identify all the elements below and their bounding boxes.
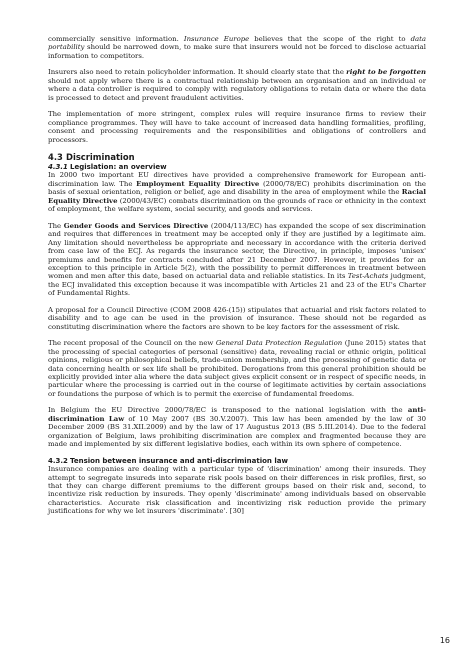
subsection-title: Tension between insurance and anti-discrimination law <box>70 456 288 465</box>
paragraph-belgium-law <box>48 406 426 448</box>
emphasis-right-to-be-forgotten: right to be forgotten <box>346 68 426 77</box>
paragraph-insurance-discrimination <box>48 465 426 516</box>
bold-gender-goods-services-directive: Gender Goods and Services Directive <box>63 221 209 230</box>
text-run: of 10 May 2007 (BS 30.V.2007). This law has been amended by the law of 30 December 2009 (BS 31.XII.2009) and by the law of 17 Augustus 2013 (BS 5.III.2014). Due to the federal organization of Belgium, laws prohibiting discrimination are complex and fragmented because they are made and implemented by six different legislative bodies, each within its own sphere of competence. <box>48 414 426 449</box>
document-page <box>48 35 426 524</box>
subsection-heading-tension <box>48 457 426 466</box>
paragraph-eu-directives <box>48 171 426 213</box>
text-run: (June 2015) states that the processing of special categories of personal (sensitive) data, revealing racial or ethnic origin, political opinions, religious or philosophical beliefs, trade-union membership, and the processing of genetic data or data concerning health or sex life shall be prohibited. Derogations from this general prohibition should be explicitly provided inter alia where the data subject gives explicit consent or in respect of specific needs, in particular where the processing is carried out in the course of legitimate activities by certain associations or foundations the purpose of which is to permit the exercise of fundamental freedoms. <box>48 339 426 398</box>
subsection-title: Legislation: an overview <box>70 162 167 171</box>
text-run: Insurance companies are dealing with a particular type of 'discrimination' among their insureds. They attempt to segregate insureds into separate risk pools based on their differences in risk profiles, first, so that they can charge different premiums to the different groups based on their risk and, second, to incentivize risk reduction by insureds. They openly 'discriminate' among individuals based on observable characteristics. Accurate risk classification and incentivizing risk reduction provide the primary justifications for why we let insurers 'discriminate'. [30] <box>48 465 426 516</box>
text-run: The <box>48 221 64 230</box>
text-run: In 2000 two important EU directives have provided a comprehensive framework for European anti-discrimination law. The <box>48 171 426 188</box>
emphasis-insurance-europe: Insurance Europe <box>183 35 250 43</box>
text-run: A proposal for a Council Directive (COM 2008 426-(15)) stipulates that actuarial and risk factors related to disability and to age can be used in the provision of insurance. These should not be regarded as constituting discrimination where the factors are shown to be key factors for the assessment of risk. <box>48 305 426 331</box>
paragraph-gender-directive <box>48 222 426 298</box>
section-heading-discrimination <box>48 152 426 162</box>
subsection-number: 4.3.1 <box>48 162 68 171</box>
bold-employment-equality-directive: Employment Equality Directive <box>136 179 260 188</box>
subsection-number: 4.3.2 <box>48 456 68 465</box>
text-run: should be narrowed down, to make sure that insurers would not be forced to disclose actuarial information to competitors. <box>48 43 426 60</box>
text-run: commercially sensitive information. <box>48 35 184 43</box>
emphasis-test-achats: Test-Achats <box>347 272 389 281</box>
paragraph-data-portability <box>48 35 426 60</box>
emphasis-gdpr: General Data Protection Regulation <box>215 339 343 348</box>
bold-anti-discrimination-law: anti-discrimination Law <box>48 406 426 423</box>
paragraph-implementation <box>48 110 426 144</box>
text-run: (2004/113/EC) has expanded the scope of sex discrimination and requires that differences in treatment may be accepted only if they are justified by a legitimate aim. Any limitation should nevertheless be appropriate and necessary in accordance with the criteria derived from case law of the ECJ. As regards the insurance sector, the Directive, in principle, imposes 'unisex' premiums and benefits for contracts concluded after 21 December 2007. However, it provides for an exception to this principle in Article 5(2), with the possibility to permit differences in treatment between women and men after this date, based on actuarial data and reliable statistics. In its <box>48 221 426 281</box>
paragraph-council-directive-proposal <box>48 306 426 331</box>
text-run: (2000/78/EC) prohibits discrimination on the basis of sexual orientation, religion or belief, age and disability in the area of employment while the <box>48 179 427 197</box>
text-run: judgment, the ECJ invalidated this exception because it was incompatible with Articles 21 and 23 of the EU's Charter of Fundamental Rights. <box>48 272 426 298</box>
page-number: 16 <box>439 636 450 645</box>
text-run: In Belgium the EU Directive 2000/78/EC is transposed to the national legislation with the <box>48 406 408 415</box>
paragraph-gdpr-proposal <box>48 339 426 398</box>
section-title: Discrimination <box>66 151 135 162</box>
text-run: Insurers also need to retain policyholder information. It should clearly state that the <box>48 68 347 77</box>
bold-racial-equality-directive: Racial Equality Directive <box>48 188 426 205</box>
subsection-heading-legislation <box>48 163 426 172</box>
text-run: The implementation of more stringent, complex rules will require insurance firms to review their compliance programmes. They will have to take account of increased data handling formalities, profiling, consent and processing requirements and the responsibilities and obligations of controllers and processors. <box>48 110 426 144</box>
text-run: (2000/43/EC) combats discrimination on the grounds of race or ethnicity in the context of employment, the welfare system, social security, and goods and services. <box>48 196 426 214</box>
text-run: should not apply where there is a contractual relationship between an organisation and an individual or where a data controller is required to comply with regulatory obligations to retain data or where the data is processed to detect and prevent fraudulent activities. <box>48 76 426 102</box>
paragraph-right-to-be-forgotten <box>48 68 426 102</box>
text-run: believes that the scope of the right to <box>249 35 411 43</box>
text-run: The recent proposal of the Council on the new <box>48 339 216 348</box>
emphasis-data-portability: data portability <box>48 35 426 52</box>
section-number: 4.3 <box>48 151 63 162</box>
